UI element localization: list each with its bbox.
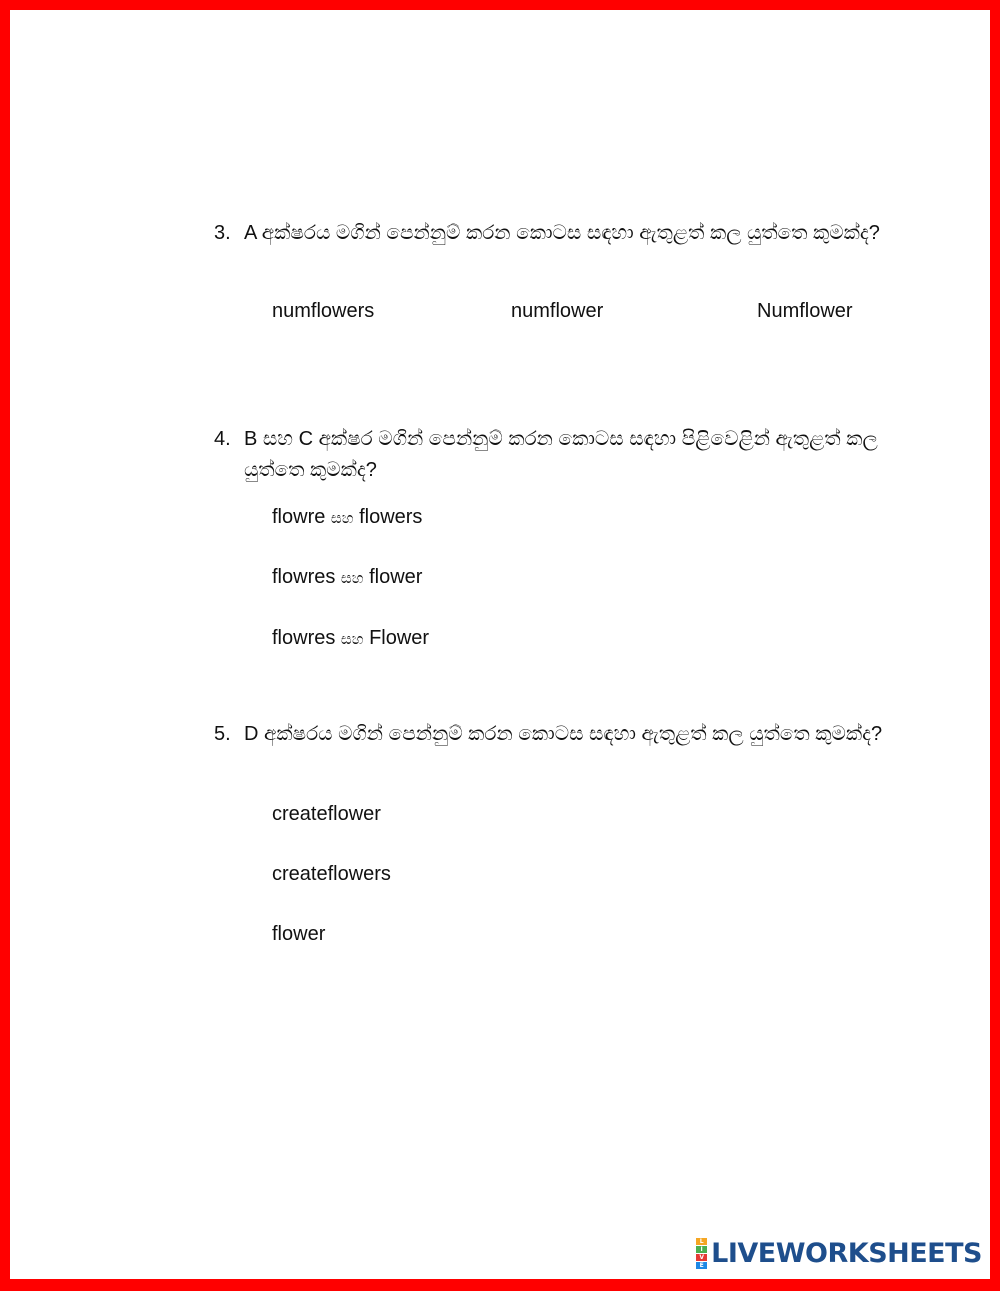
question-number: 4.: [214, 428, 231, 450]
question-text: A අක්ෂරය මගින් පෙන්නුම් කරන කොටස සඳහා ඇතුළත් කල යුත්තෙ කුමක්ද?: [244, 222, 880, 244]
question-3: [214, 218, 894, 249]
option-flowres-flower[interactable]: [272, 565, 422, 591]
option-createflower[interactable]: createflower: [272, 803, 381, 825]
option-second-word: Flower: [369, 627, 430, 649]
question-text: D අක්ෂරය මගින් පෙන්නුම් කරන කොටස සඳහා ඇතුළත් කල යුත්තෙ කුමක්ද?: [244, 723, 883, 745]
option-second-word: flower: [369, 566, 423, 588]
option-flower[interactable]: flower: [272, 923, 326, 945]
logo-block: L: [696, 1238, 707, 1245]
option-createflowers[interactable]: createflowers: [272, 863, 391, 885]
option-flowres-Flower[interactable]: [272, 626, 429, 652]
question-number: 5.: [214, 723, 231, 745]
option-joiner: සහ: [340, 631, 364, 648]
logo-blocks-icon: [696, 1238, 707, 1269]
logo-block: I: [696, 1246, 707, 1253]
question-5: [214, 719, 894, 750]
option-first-word: flowre: [272, 506, 326, 528]
option-first-word: flowres: [272, 566, 336, 588]
option-second-word: flowers: [359, 506, 423, 528]
option-first-word: flowres: [272, 627, 336, 649]
option-joiner: සහ: [340, 570, 364, 587]
logo-block: V: [696, 1254, 707, 1261]
question-number: 3.: [214, 222, 231, 244]
option-numflower[interactable]: numflower: [511, 300, 604, 322]
logo-text: LIVEWORKSHEETS: [711, 1237, 982, 1269]
question-4: [214, 424, 894, 486]
option-joiner: සහ: [330, 510, 354, 527]
option-numflowers[interactable]: numflowers: [272, 300, 375, 322]
logo-block: E: [696, 1262, 707, 1269]
option-Numflower[interactable]: Numflower: [757, 300, 853, 322]
liveworksheets-logo: [696, 1238, 982, 1269]
question-text: B සහ C අක්ෂර මගින් පෙන්නුම් කරන කොටස සඳහා පිළිවෙළින් ඇතුළත් කල යුත්තෙ කුමක්ද?: [244, 428, 878, 481]
option-flowre-flowers[interactable]: [272, 505, 422, 531]
